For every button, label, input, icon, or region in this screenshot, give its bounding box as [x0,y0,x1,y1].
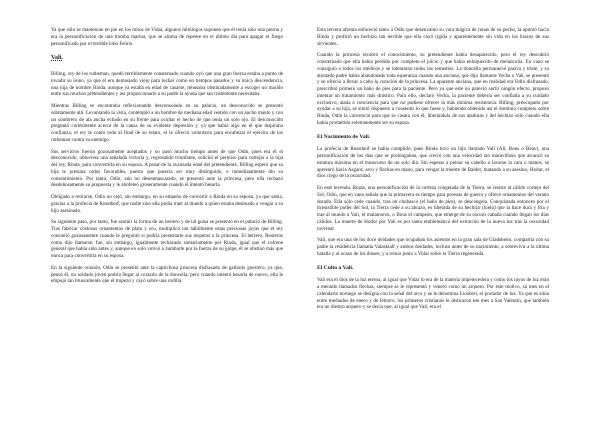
paragraph: En este leyenda, Rinda, una personificación de la corteza congelada de la Tierra, se resiste al cálido cortejo del Sol, Odín, que en vano señala que la primavera es tiempo para proezas de guerra y ofrece ornamentos del verano dorado. Ella sólo cede cuando, tras un chubasco (el baño de pies), se descongela. Conquistada entonces por el irresistible poder del Sol, la Tierra cede a su abrazo, es liberada de su hechizo (hielo) que la hace dura y fría y trae al mundo a Vali, el matamoros, o Bous el campeón, que emerge de su oscuro cabaña cuando llegan los días cálidos. La muerte de Hodur por Vali es por tanto emblemática del extinción de la nueva luz tras la oscuridad invernal. [317,185,549,232]
paragraph: Cuando la princesa recobró el conocimiento, su pretendiente había desaparecido, pero el rey descubrió consternado que ella había perdido por completo el juicio y que había enloquecido de melancolía. En vano se consiguió a todos los médicos y se intentaron todos los remedios. La doncella permaneció pasiva y triste, y su atontado padre había abandonado toda esperanza cuando una anciana, que dijo llamarse Vecha o Vak, se presentó y se ofreció a llevar a cabo la curación de la princesa. La aparente anciana, que en realidad era Odín disfrazado, prescribió primero un baño de pies para la paciente. Pero ya que este no pareció surtir ningún efecto, propuso intentar un tratamiento más drástico. Para ello, declaró Vecha, la paciente debería ser confiada a su cuidado exclusivo, atada a conciencia para que no pudiese ofrecer la más mínima resistencia. Billing, preocupado por ayudar a su hija, se sintió dispuesto a consentir lo que fuese y, habiendo obtenido así el dominio completo sobre Rinda, Odín la convenció para que se casara con él, liberándola de sus ataduras y del hechizo sólo cuando ella había prometido solemnemente ser su esposa. [317,52,549,126]
section-heading: El Culto a Vali. [317,264,354,271]
right-column [317,27,549,405]
paragraph: Vali, que era una de los doce deidades que ocupaban los asientos en la gran sala de Gladsheim, compartía con su padre la residencia llamada Valaskialf y ambos deidades, incluso antes de su nacimiento, a sobrevivir a la última batalla y al ocaso de los dioses, y a reinar junto a Vidar sobre la Tierra regenerada. [317,237,549,257]
section-heading: Vali. [51,54,63,62]
paragraph: Sus servicios fueron gozosamente aceptados y no pasó mucho tiempo antes de que Odín, pues era él el desconocido, obtuviera una señalada victoria y, regresando triunfante, solicitó el permiso para cortejar a la hija del rey, Rinda, para convertirla en su esposa. A pesar de la avanzada edad del pretendiente, Billing esperó que su hija le prestara oídos favorables, puesto que parecía ser muy distinguido, e inmediatamente dio su consentimiento. Por tanto, Odín, aún no desenmascarado, se presentó ante la princesa, pero ella rechazó desdeñosamente su propuesta y le abofeteó groseramente cuando él intentó besarla. [51,148,283,189]
paragraph: Obligado a retirarse, Odín no cejó, sin embargo, en su empeño de convertir a Rinda en su esposa, ya que sabía, gracias a la profecía de Rosstheif, que nadie sino ella podía traer al mundo a quien estaba destinado a vengar a su hijo asesinado. [51,194,283,214]
paragraph: En la siguiente ocasión, Odín se presentó ante la caprichosa princesa disfrazado de gallardo guerrero, ya que, pensó él, un soldado joven podría llegar al corazón de la doncella; pero cuando intentó besarla de nuevo, ella le empujó tan bruscamente que él tropezó y cayó sobre una rodilla. [51,264,283,285]
left-column [51,27,283,405]
paragraph: Billing, rey de los rutheman, quedó terriblemente consternado cuando oyó que una gran fuerza estaba a punto de invadir su reino, ya que él era demasiado viejo para luchar como en tiempos pasados y su única descendencia, una hija de nombre Rinda, aunque ya estaba en edad de casarse, rehusaba obstinadamente a escoger un marido entre sus muchos pretendientes y así proporcionarle a su padre la ayuda que tan tristemente necesitaba. [51,71,283,98]
paragraph: Su siguiente paso, por tanto, fue asumir la forma de un herrero y de tal guisa se presentó en el palacio de Billing. Tras fabricar costosos ornamentos de plata y oro, multiplicó tan hábilmente estas preciosas joyas que el rey consintió gozosamente cuando le preguntó si podría presentarle sus respetos a la princesa. El herrero, Rosterus como dijo llamarse, fue, sin embargo, igualmente rechazado sumariamente por Rinda, igual que el cofrene general que había sido antes y, aunque en solo volvió a zumbarle por la fuerza de su golpe, él se obstinó más que nunca para convertirla en su esposa. [51,219,283,259]
paragraph: La profecía de Rosstheif se había cumplido, pues Rinda tuvo un hijo llamado Vali (Ali, Bous o Beav), una personificación de los días que se prolongaban, que creció con una velocidad tan maravillosa que alcanzó su estatura máxima en el transcurso de un solo día. Sin esperar a peinar su cabello o lavarse la cara o manos, se apresuró hacia Asgard, arco y flechas en mano, para vengar la muerte de Balder, matando a su asesino, Hodur, el dios ciego de la oscuridad. [317,146,549,180]
paragraph: Esta tercera afrenta enfureció tanto a Odín que desenvainó su vara mágica de runas de su pecho, la apuntó hacia Rinda y profirió un hechizo tan terrible que ella cayó rígida y aparentemente sin vida en los brazos de sus sirvientes. [317,27,549,47]
section-heading: El Nacimiento de Vali. [317,133,371,140]
paragraph: Vali era el dios de la luz eterna, al igual que Vidar lo era de la materia imperecedera y como los rayos de luz eran a menudo llamados flechas, siempre se le representó y veneró como un arquero. Por este motivo, su mes en el calendario noruego se designa con la señal del arco y se le denomina Liosberi, el portador de luz. Ya que es sitúa entre mediados de enero y de febrero, los primeros cristianos le dedicaron ese mes a San Valentín, que también era un diestro arquero y se decía que, al igual que Vali, era el [317,277,549,311]
paragraph: Ya que sólo se mantenían en pie en los mitos de Vidar, algunos mitólogos suponen que él tenía sólo una pierna y era la personificación de una tromba marina, que se alzaba de repente en el último día para apagar el fuego personificado por el terrible lobo Fenris. [51,27,283,47]
paragraph: Mientras Billing se encontraba reflexionando desconsolado en su palacio, un desconocido se presentó súbitamente allí. Levantando la vista, contempló a un hombre de mediana edad vestido con un ancho manto y con un sombrero de ala ancha echado en su frente para ocultar el hecho de que tenía un solo ojo. El desconocido preguntó cortésmente acerca de la causa de su evidente depresión y, ya que había algo en él que inspiraba confianza, el rey le contó todo al final de su relato, el le ofreció voluntario para encabezar el ejército de los rutheman contra su enemigo. [51,103,283,143]
